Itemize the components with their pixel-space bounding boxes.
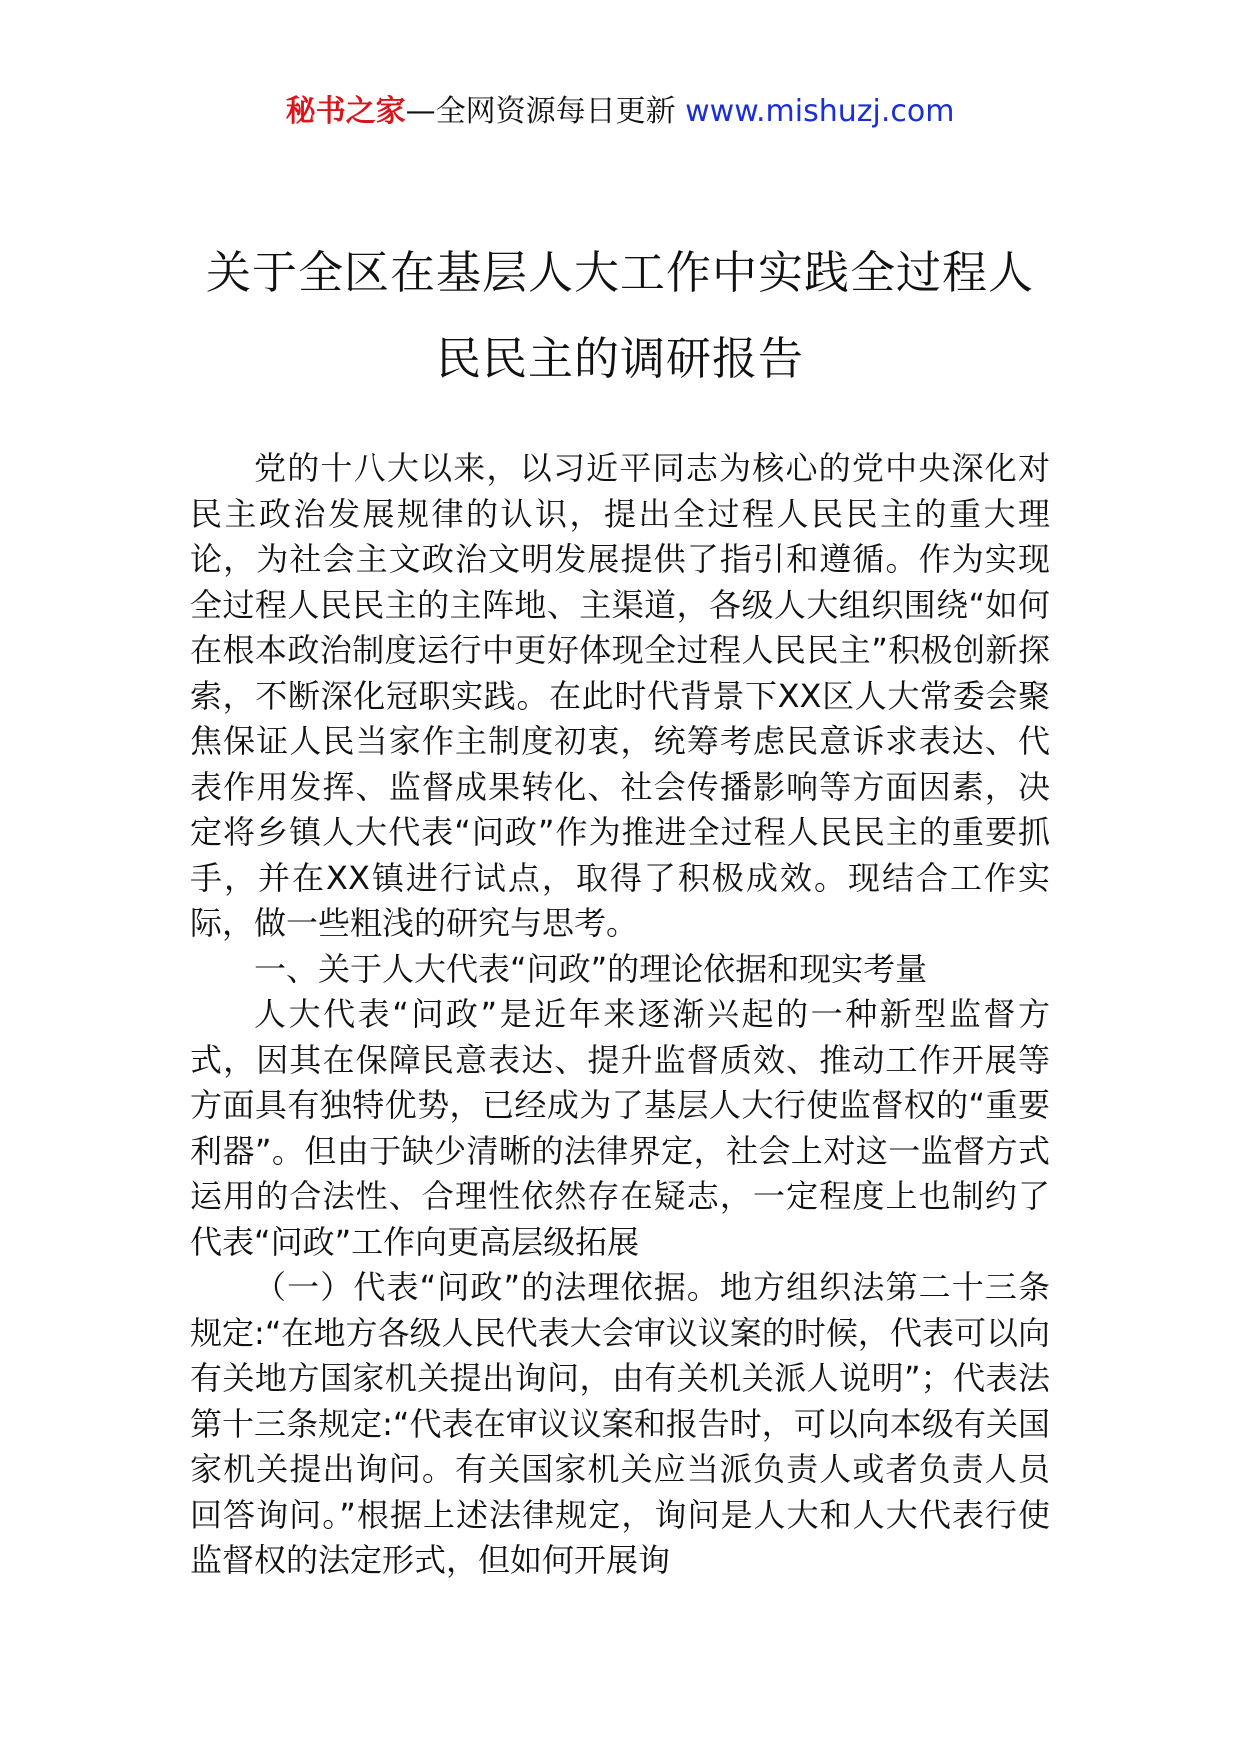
- site-banner: [0, 92, 1240, 132]
- document-title-line-1: 关于全区在基层人大工作中实践全过程人: [205, 246, 1034, 299]
- paragraph-subsection-1: （一）代表“问政”的法理依据。地方组织法第二十三条规定:“在地方各级人民代表大会审议议案的时候，代表可以向有关地方国家机关提出询问，由有关机关派人说明”；代表法第十三条规定:“代表在审议议案和报告时，可以向本级有关国家机关提出询问。有关国家机关应当派负责人或者负责人员回答询问。”根据上述法律规定，询问是人大和人大代表行使监督权的法定形式，但如何开展询: [190, 1268, 1050, 1579]
- section-heading-1: 一、关于人大代表“问政”的理论依据和现实考量: [254, 949, 928, 988]
- document-body: [190, 446, 1050, 1584]
- site-url-link[interactable]: www.mishuzj.com: [685, 94, 955, 129]
- document-title: [150, 230, 1090, 402]
- site-brand: 秘书之家: [285, 94, 406, 129]
- paragraph-intro: 党的十八大以来，以习近平同志为核心的党中央深化对民主政治发展规律的认识，提出全过程人民民主的重大理论，为社会主文政治文明发展提供了指引和遵循。作为实现全过程人民民主的主阵地、主渠道，各级人大组织围绕“如何在根本政治制度运行中更好体现全过程人民民主”积极创新探索，不断深化冠职实践。在此时代背景下XX区人大常委会聚焦保证人民当家作主制度初衷，统筹考虑民意诉求表达、代表作用发挥、监督成果转化、社会传播影响等方面因素，决定将乡镇人大代表“问政”作为推进全过程人民民主的重要抓手，并在XX镇进行试点，取得了积极成效。现结合工作实际，做一些粗浅的研究与思考。: [190, 449, 1050, 942]
- site-slogan: —全网资源每日更新: [405, 94, 686, 129]
- paragraph-section-1: 人大代表“问政”是近年来逐渐兴起的一种新型监督方式，因其在保障民意表达、提升监督质效、推动工作开展等方面具有独特优势，已经成为了基层人大行使监督权的“重要利器”。但由于缺少清晰的法律界定，社会上对这一监督方式运用的合法性、合理性依然存在疑志，一定程度上也制约了代表“问政”工作向更高层级拓展: [190, 995, 1050, 1261]
- document-title-line-2: 民民主的调研报告: [435, 332, 804, 385]
